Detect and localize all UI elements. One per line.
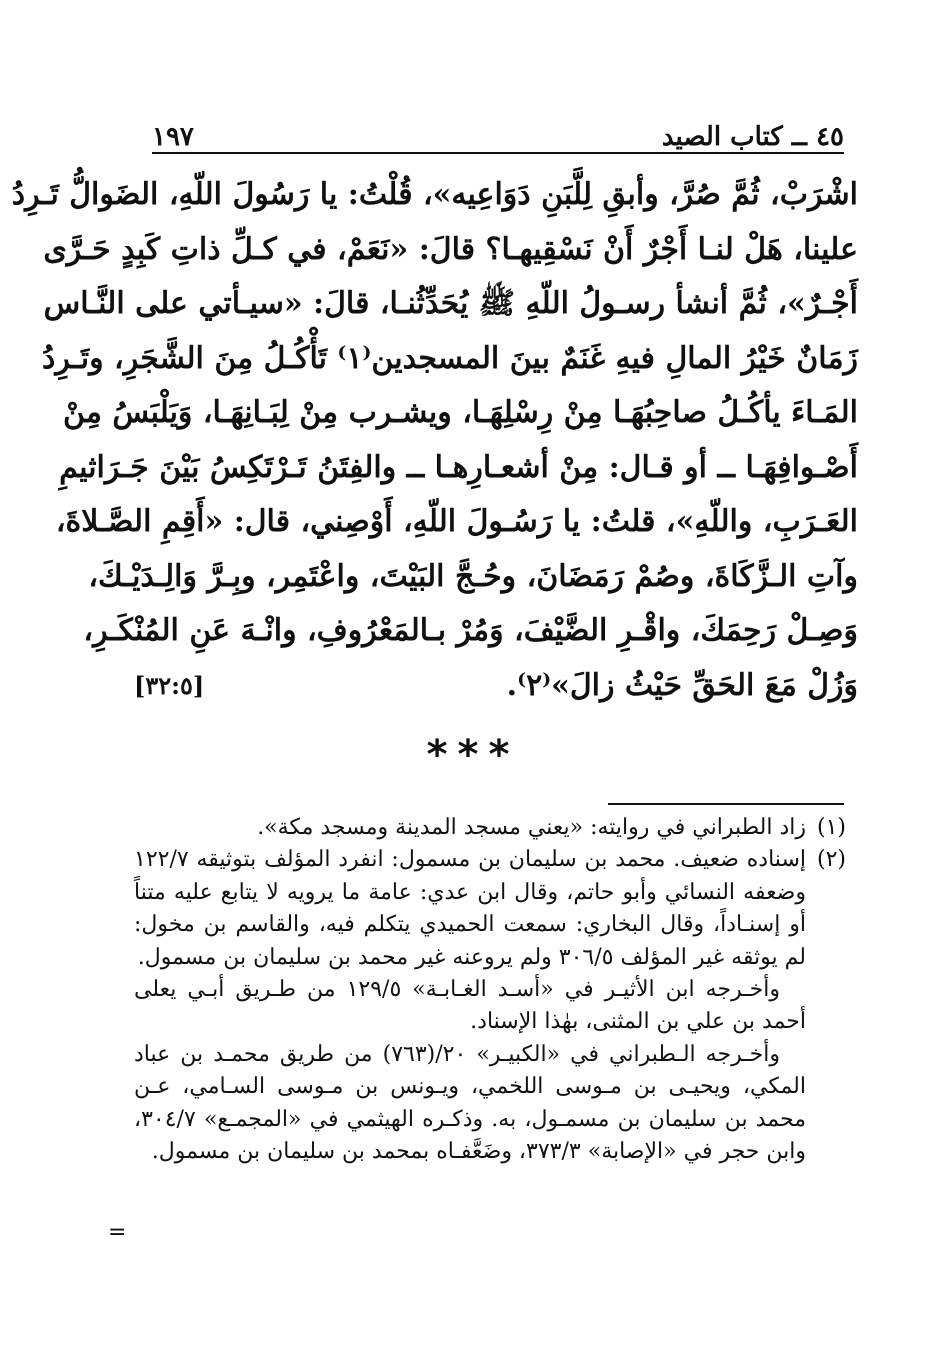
text-line: زَمَانٌ خَيْرُ المالِ فيهِ غَنَمٌ بينَ المسجدين⁽١⁾ تَأْكُـلُ مِنَ الشَّجَرِ، وتَـرِدُ <box>42 340 858 376</box>
section-separator: *** <box>426 732 520 778</box>
footnote-line: أحمد بن علي بن المثنى، بهٰذا الإسناد. <box>470 1009 806 1035</box>
text-line: أَصْـوافِهَـا ــ أو قـال: مِنْ أشعـارِهـا ــ والفِتَنُ تَـرْتَكِسُ بَيْنَ جَـرَاثيمِ <box>59 449 858 485</box>
text-line: وآتِ الـزَّكَاةَ، وصُمْ رَمَضَانَ، وحُـجَّ البَيْتَ، واعْتَمِر، وبِـرَّ وَالِـدَيْـكَ، <box>88 558 858 594</box>
text-line: علينا، هَلْ لنـا أَجْرٌ أَنْ نَسْقِيهـا؟ قالَ: «نَعَمْ، في كـلِّ ذاتِ كَبِدٍ حَـرَّى <box>43 231 858 267</box>
footnote-line: لم يوثقه غير المؤلف ٣٠٦/٥ ولم يروعنه غير محمد بن سليمان بن مسمول. <box>137 944 806 970</box>
hadith-reference: [٣٢:٥] <box>134 670 205 700</box>
footnote-line: أو إسنـاداً، وقال البخاري: سمعت الحميدي يتكلم فيه، والقاسم بن مخول: <box>134 912 806 938</box>
footnote-number: (١) <box>816 815 846 840</box>
footnote-line: محمد بن سليمان بن مسمـول، به. وذكـره الهيثمي في «المجمـع» ٣٠٤/٧، <box>134 1106 806 1132</box>
footnote-line: وأخـرجه الـطبراني في «الكبيـر» ٢٠/(٧٦٣) من طريق محمـد بن عباد <box>134 1041 780 1067</box>
footnotes <box>134 812 846 1168</box>
page-number: ١٩٧ <box>152 122 194 152</box>
footnote-1 <box>134 812 846 844</box>
text-line: العَـرَبِ، واللّهِ»، قلتُ: يا رَسُـولَ اللّهِ، أَوْصِني، قال: «أَقِمِ الصَّـلاةَ، <box>55 504 858 539</box>
text-line: وَصِـلْ رَحِمَكَ، واقْـرِ الضَّيْفَ، وَمُرْ بـالمَعْرُوفِ، وانْـهَ عَنِ المُنْكَـرِ، <box>83 613 858 648</box>
continuation-mark: = <box>108 1220 127 1245</box>
chapter-title: ٤٥ ــ كتاب الصيد <box>661 122 844 152</box>
last-line-text: وَزُلْ مَعَ الحَقِّ حَيْثُ زالَ»⁽٢⁾. <box>506 667 858 703</box>
footnote-rule <box>608 803 844 805</box>
text-line-last <box>134 659 858 714</box>
hadith-text <box>11 168 858 713</box>
footnote-line: وضعفه النسائي وأبو حاتم، وقال ابن عدي: عامة ما يرويه لا يتابع عليه متناً <box>134 879 806 905</box>
text-line: المَـاءَ يأكُـلُ صاحِبُهَـا مِنْ رِسْلِهَـا، ويشـرب مِنْ لِبَـانِهَـا، وَيَلْبَسُ مِنْ <box>63 395 858 430</box>
footnote-number: (٢) <box>816 847 846 873</box>
footnote-line: وابن حجر في «الإصابة» ٣٧٣/٣، وضَعَّفـاه بمحمد بن سليمان بن مسمول. <box>151 1139 806 1165</box>
footnote-line: إسناده ضعيف. محمد بن سليمان بن مسمول: انفرد المؤلف بتوثيقه ١٢٢/٧ <box>134 847 806 873</box>
footnote-2 <box>134 844 846 1168</box>
footnote-line: وأخـرجه ابن الأثيـر في «أسـد الغـابـة» ١٢٩/٥ من طـريق أبـي يعلى <box>134 977 781 1003</box>
header-rule <box>152 152 844 154</box>
page-header <box>152 112 844 152</box>
text-line: اشْرَبْ، ثُمَّ صُرَّ، وأبقِ لِلَّبَنِ دَوَاعِيه»، قُلْتُ: يا رَسُولَ اللّهِ، الضَوالُّ تَـرِدُ <box>11 177 858 212</box>
footnote-line: المكي، ويحيـى بن مـوسى اللخمي، ويـونس بن مـوسى السـامي، عـن <box>134 1074 806 1100</box>
footnote-line: زاد الطبراني في روايته: «يعني مسجد المدينة ومسجد مكة». <box>257 815 806 840</box>
text-line: أَجْـرٌ»، ثُمَّ أنشأ رسـولُ اللّهِ ﷺ يُحَدِّثُنـا، قالَ: «سيـأتي على النَّـاس <box>43 286 858 321</box>
